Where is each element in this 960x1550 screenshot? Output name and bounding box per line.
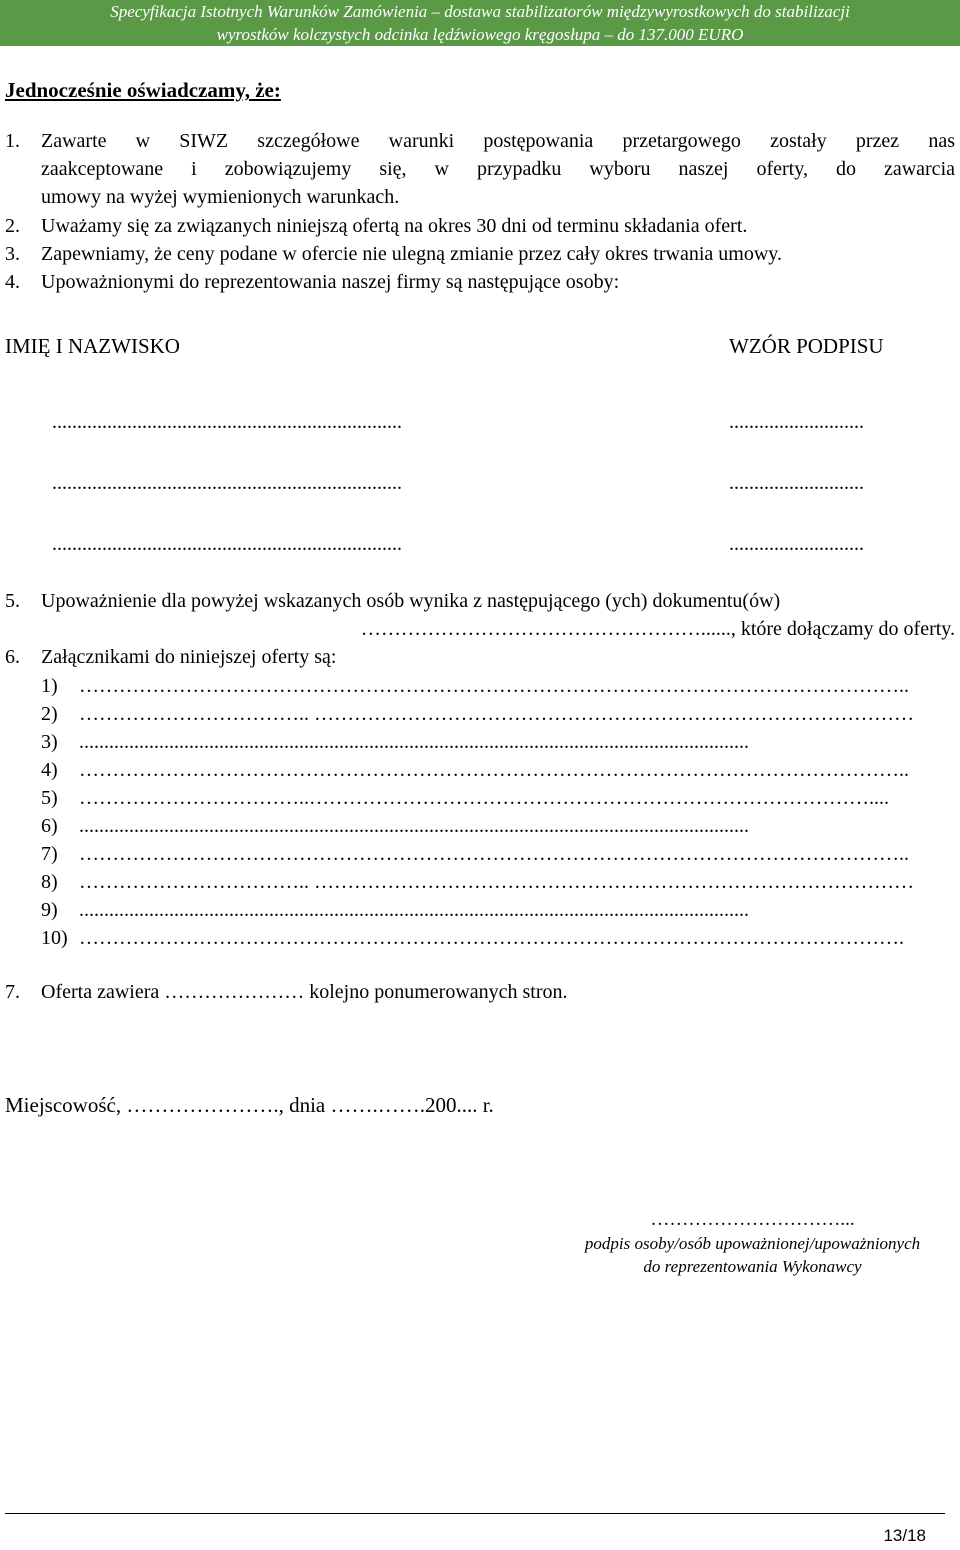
point-number: 5. <box>5 590 20 612</box>
attachment-item <box>41 840 950 868</box>
point-5-text: Upoważnienie dla powyżej wskazanych osób wynika z następującego (ych) dokumentu(ów) <box>41 590 781 612</box>
point-7-text: Oferta zawiera ………………… kolejno ponumerowanych stron. <box>41 981 568 1003</box>
point-6 <box>5 643 955 671</box>
attachment-field[interactable]: ...................................................................................................................................... <box>79 899 749 921</box>
attachment-item <box>41 700 950 728</box>
point-7 <box>5 978 955 1006</box>
point-number: 4. <box>5 271 20 293</box>
attachment-label: 9) <box>41 899 58 921</box>
attachment-item <box>41 672 950 700</box>
attachment-field[interactable]: …………………………….. ……………………………………………………………………………… <box>79 871 914 893</box>
attachment-label: 7) <box>41 843 58 865</box>
point-5 <box>5 587 955 615</box>
signature-line[interactable]: …………………………... <box>650 1209 855 1230</box>
point-3 <box>5 240 955 268</box>
point-1-line-2: zaakceptowane i zobowiązujemy się, w przypadku wyboru naszej oferty, do zawarcia <box>41 158 955 180</box>
representative-signature-field[interactable]: ........................... <box>729 533 864 555</box>
attachment-item <box>41 728 950 756</box>
attachment-label: 1) <box>41 675 58 697</box>
attachments-list <box>41 672 950 952</box>
attachment-item <box>41 784 950 812</box>
signature-column-header: WZÓR PODPISU <box>729 334 884 358</box>
attachment-label: 8) <box>41 871 58 893</box>
attachment-field[interactable]: …………………………………………………………………………………………………………….. <box>79 675 909 697</box>
representative-signature-field[interactable]: ........................... <box>729 411 864 433</box>
point-4 <box>5 268 955 296</box>
page-number: 13/18 <box>883 1526 926 1545</box>
representative-name-field[interactable]: ...................................................................... <box>52 533 402 555</box>
point-number: 1. <box>5 130 20 152</box>
representative-name-field[interactable]: ...................................................................... <box>52 472 402 494</box>
attachment-field[interactable]: ……………………………..………………………………………………………………………….... <box>79 787 889 809</box>
attachment-item <box>41 868 950 896</box>
attachment-label: 3) <box>41 731 58 753</box>
point-1 <box>5 127 955 211</box>
attachment-label: 5) <box>41 787 58 809</box>
attachment-label: 2) <box>41 703 58 725</box>
point-number: 7. <box>5 981 20 1003</box>
attachment-item <box>41 812 950 840</box>
representative-signature-field[interactable]: ........................... <box>729 472 864 494</box>
footer-divider <box>5 1513 945 1514</box>
attachment-item <box>41 924 950 952</box>
attachment-field[interactable]: …………………………………………………………………………………………………………….. <box>79 843 909 865</box>
attachment-label: 10) <box>41 927 68 949</box>
point-1-line-3: umowy na wyżej wymienionych warunkach. <box>41 186 400 208</box>
point-6-text: Załącznikami do niniejszej oferty są: <box>41 646 337 668</box>
attachment-field[interactable]: ……………………………………………………………………………………………………………. <box>79 927 904 949</box>
document-reference-field[interactable]: ……………………………………………......, które dołączamy do oferty. <box>360 618 955 640</box>
point-number: 6. <box>5 646 20 668</box>
header-line-2: wyrostków kolczystych odcinka lędźwiowego kręgosłupa – do 137.000 EURO <box>216 25 744 44</box>
point-2-text: Uważamy się za związanych niniejszą ofertą na okres 30 dni od terminu składania ofert. <box>41 215 748 237</box>
attachment-field[interactable]: ...................................................................................................................................... <box>79 731 749 753</box>
representative-name-field[interactable]: ...................................................................... <box>52 411 402 433</box>
section-heading: Jednocześnie oświadczamy, że: <box>5 78 281 102</box>
attachment-label: 4) <box>41 759 58 781</box>
point-4-text: Upoważnionymi do reprezentowania naszej firmy są następujące osoby: <box>41 271 620 293</box>
attachment-field[interactable]: …………………………….. ……………………………………………………………………………… <box>79 703 914 725</box>
signature-block <box>545 1208 960 1278</box>
attachment-item <box>41 896 950 924</box>
signature-caption-2: do reprezentowania Wykonawcy <box>643 1257 862 1276</box>
point-2 <box>5 212 955 240</box>
point-1-line-1: Zawarte w SIWZ szczegółowe warunki postępowania przetargowego zostały przez nas <box>41 130 955 152</box>
place-date-line[interactable]: Miejscowość, …………………., dnia …….…….200.... r. <box>5 1093 494 1117</box>
signature-caption-1: podpis osoby/osób upoważnionej/upoważnionych <box>584 1234 921 1253</box>
attachment-label: 6) <box>41 815 58 837</box>
point-number: 3. <box>5 243 20 265</box>
header-line-1: Specyfikacja Istotnych Warunków Zamówienia – dostawa stabilizatorów międzywyrostkowych do stabilizacji <box>110 2 850 21</box>
name-column-header: IMIĘ I NAZWISKO <box>5 334 180 358</box>
attachment-field[interactable]: …………………………………………………………………………………………………………….. <box>79 759 909 781</box>
point-3-text: Zapewniamy, że ceny podane w ofercie nie ulegną zmianie przez cały okres trwania umowy. <box>41 243 782 265</box>
attachment-item <box>41 756 950 784</box>
point-number: 2. <box>5 215 20 237</box>
document-header-banner <box>0 0 960 46</box>
attachment-field[interactable]: ...................................................................................................................................... <box>79 815 749 837</box>
